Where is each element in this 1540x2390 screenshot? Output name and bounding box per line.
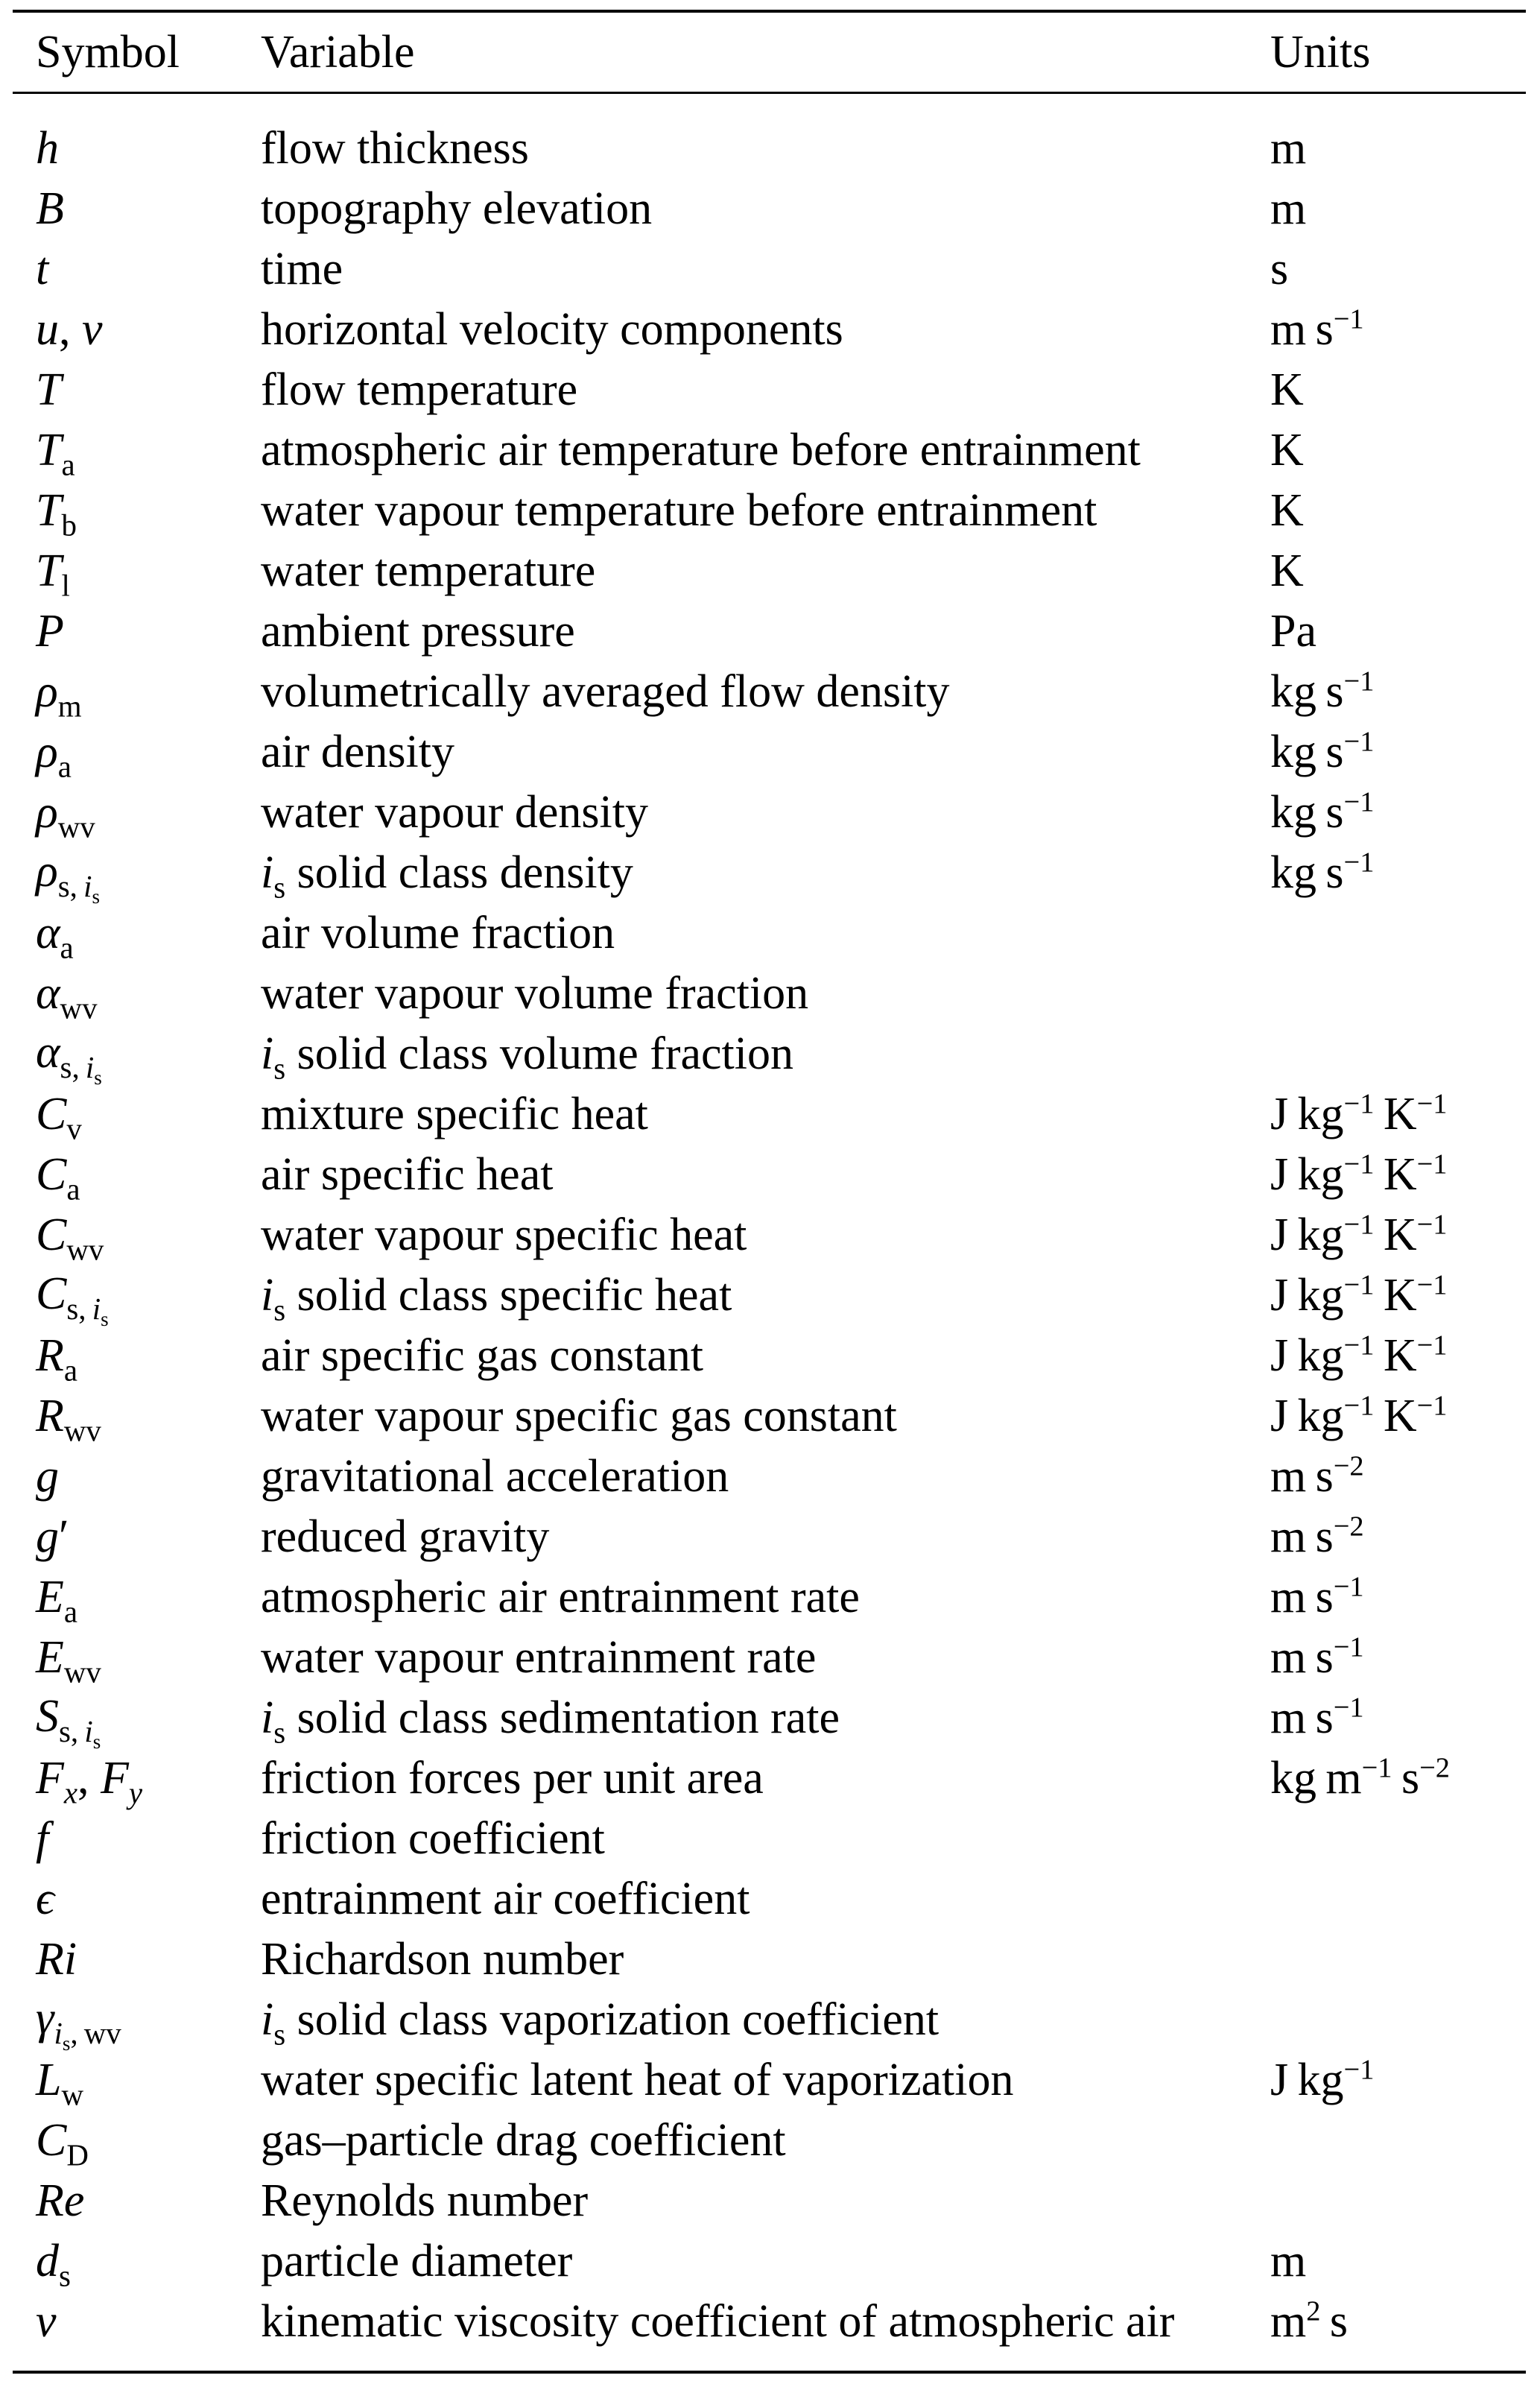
units-cell: [1270, 1989, 1526, 2049]
symbol-cell: Ri: [36, 1933, 77, 1985]
variable-cell: air specific gas constant: [261, 1330, 703, 1381]
units-cell: J $kg^{-1}$ $K^{-1}$: [1270, 1087, 1448, 1139]
table-row: [13, 1929, 1526, 1989]
table-row: [13, 721, 1526, 782]
table-row: [13, 1204, 1526, 1265]
variable-cell: water temperature: [261, 545, 596, 596]
table-row: [13, 1446, 1526, 1506]
units-cell: [1270, 2110, 1526, 2170]
table-row: [13, 2291, 1526, 2372]
symbol-cell: $R_{wv}$: [36, 1390, 101, 1447]
table-row: [13, 93, 1526, 179]
table-row: [13, 661, 1526, 721]
variable-cell: ambient pressure: [261, 605, 575, 657]
units-cell: m: [1270, 122, 1307, 174]
variable-cell: air density: [261, 726, 454, 777]
header-units: Units: [1270, 11, 1526, 93]
variable-cell: flow thickness: [261, 122, 529, 174]
variable-cell: gas–particle drag coefficient: [261, 2114, 786, 2166]
table-row: [13, 1265, 1526, 1325]
symbol-cell: P: [36, 605, 64, 657]
units-cell: m $s^{-2}$: [1270, 1510, 1364, 1562]
table-row: [13, 1748, 1526, 1808]
symbols-table: [13, 10, 1526, 2374]
variable-cell: Reynolds number: [261, 2175, 589, 2226]
units-cell: [1270, 1808, 1526, 1868]
symbol-cell: $F_x$, $F_y$: [36, 1752, 143, 1809]
units-cell: J $kg^{-1}$ $K^{-1}$: [1270, 1268, 1448, 1321]
table-row: [13, 1627, 1526, 1687]
units-cell: [1270, 1929, 1526, 1989]
symbol-cell: Re: [36, 2175, 85, 2226]
variable-cell: air volume fraction: [261, 907, 615, 958]
symbol-cell: g′: [36, 1511, 69, 1562]
variable-cell: $i_s$ solid class specific heat: [261, 1269, 732, 1327]
variable-cell: Richardson number: [261, 1933, 624, 1985]
symbol-cell: $S_{s, i_s}$: [36, 1691, 101, 1753]
table-header: [13, 11, 1526, 93]
symbol-cell: $\rho_{wv}$: [36, 786, 95, 844]
units-cell: kg $s^{-1}$: [1270, 846, 1375, 898]
variable-cell: time: [261, 243, 343, 294]
variable-cell: $i_s$ solid class sedimentation rate: [261, 1692, 840, 1749]
symbol-cell: $E_{wv}$: [36, 1631, 101, 1689]
table-body: [13, 93, 1526, 2373]
variable-cell: entrainment air coefficient: [261, 1873, 750, 1924]
units-cell: Pa: [1270, 605, 1316, 657]
symbol-cell: $C_D$: [36, 2114, 89, 2172]
variable-cell: mixture specific heat: [261, 1088, 648, 1139]
units-cell: [1270, 902, 1526, 963]
symbol-cell: ϵ: [36, 1873, 54, 1924]
units-cell: [1270, 963, 1526, 1023]
symbol-cell: $\alpha_a$: [36, 907, 74, 964]
variable-cell: water vapour specific gas constant: [261, 1390, 897, 1441]
symbol-cell: $T_a$: [36, 424, 75, 481]
variable-cell: $i_s$ solid class density: [261, 847, 633, 904]
variable-cell: $i_s$ solid class volume fraction: [261, 1028, 794, 1085]
variable-cell: gravitational acceleration: [261, 1450, 729, 1502]
units-cell: J $kg^{-1}$ $K^{-1}$: [1270, 1389, 1448, 1441]
symbol-cell: $C_{wv}$: [36, 1209, 104, 1266]
variable-cell: water vapour specific heat: [261, 1209, 747, 1260]
header-variable: Variable: [261, 11, 1270, 93]
variable-cell: horizontal velocity components: [261, 303, 843, 355]
variable-cell: topography elevation: [261, 183, 653, 234]
symbol-cell: $\rho_a$: [36, 726, 72, 783]
table-row: [13, 2170, 1526, 2231]
variable-cell: flow temperature: [261, 364, 578, 415]
table-row: [13, 842, 1526, 902]
table-row: [13, 1385, 1526, 1446]
units-cell: [1270, 2170, 1526, 2231]
table-row: [13, 601, 1526, 661]
variable-cell: atmospheric air entrainment rate: [261, 1571, 860, 1622]
symbol-cell: $C_a$: [36, 1148, 80, 1206]
symbol-cell: $R_a$: [36, 1330, 78, 1387]
symbol-cell: B: [36, 183, 64, 234]
variable-cell: water vapour volume fraction: [261, 967, 809, 1019]
symbol-cell: f: [36, 1812, 49, 1864]
units-cell: m: [1270, 183, 1307, 234]
variable-cell: air specific heat: [261, 1148, 554, 1200]
units-cell: m $s^{-1}$: [1270, 1691, 1364, 1743]
units-cell: K: [1270, 364, 1304, 415]
variable-cell: water vapour density: [261, 786, 648, 838]
variable-cell: $i_s$ solid class vaporization coefficient: [261, 1994, 939, 2051]
units-cell: K: [1270, 484, 1304, 536]
units-cell: kg $s^{-1}$: [1270, 785, 1375, 838]
table-row: [13, 540, 1526, 601]
table-row: [13, 420, 1526, 480]
symbol-cell: $d_s$: [36, 2235, 71, 2292]
table-row: [13, 1023, 1526, 1084]
units-cell: J $kg^{-1}$ $K^{-1}$: [1270, 1329, 1448, 1381]
symbol-cell: t: [36, 243, 49, 294]
symbol-cell: h: [36, 122, 59, 174]
table-row: [13, 1506, 1526, 1567]
header-symbol: Symbol: [13, 11, 261, 93]
units-cell: kg $m^{-1}$ $s^{-2}$: [1270, 1751, 1450, 1803]
units-cell: K: [1270, 545, 1304, 596]
symbol-cell: u, v: [36, 303, 103, 355]
variable-cell: friction forces per unit area: [261, 1752, 764, 1803]
symbol-cell: $C_v$: [36, 1088, 82, 1145]
table-row: [13, 480, 1526, 540]
symbol-cell: $\gamma_{i_s, wv}$: [36, 1993, 121, 2055]
units-cell: [1270, 1023, 1526, 1084]
units-cell: m $s^{-2}$: [1270, 1450, 1364, 1502]
table-row: [13, 2110, 1526, 2170]
table-row: [13, 2049, 1526, 2110]
table-row: [13, 2231, 1526, 2291]
table-row: [13, 782, 1526, 842]
table-row: [13, 902, 1526, 963]
symbol-cell: $\rho_m$: [36, 666, 82, 723]
symbol-cell: $\alpha_{wv}$: [36, 967, 98, 1025]
units-cell: K: [1270, 424, 1304, 475]
variable-cell: volumetrically averaged flow density: [261, 666, 950, 717]
symbol-cell: $\rho_{s, i_s}$: [36, 846, 100, 908]
table-row: [13, 1567, 1526, 1627]
symbol-cell: $T_l$: [36, 545, 70, 602]
units-cell: m $s^{-1}$: [1270, 1570, 1364, 1622]
variable-cell: water vapour temperature before entrainment: [261, 484, 1097, 536]
variable-cell: water specific latent heat of vaporization: [261, 2054, 1014, 2105]
symbol-cell: $E_a$: [36, 1571, 78, 1628]
units-cell: $m^2$ s: [1270, 2295, 1348, 2347]
table-row: [13, 299, 1526, 359]
table-row: [13, 1144, 1526, 1204]
units-cell: kg $s^{-1}$: [1270, 665, 1375, 717]
variable-cell: friction coefficient: [261, 1812, 605, 1864]
variable-cell: particle diameter: [261, 2235, 573, 2286]
variable-cell: kinematic viscosity coefficient of atmospheric air: [261, 2295, 1175, 2347]
table-row: [13, 359, 1526, 420]
symbol-cell: $L_w$: [36, 2054, 84, 2111]
table-row: [13, 1989, 1526, 2049]
units-cell: [1270, 1868, 1526, 1929]
table-row: [13, 1084, 1526, 1144]
units-cell: J $kg^{-1}$: [1270, 2053, 1375, 2105]
table-row: [13, 1325, 1526, 1385]
variable-cell: atmospheric air temperature before entrainment: [261, 424, 1141, 475]
units-cell: J $kg^{-1}$ $K^{-1}$: [1270, 1148, 1448, 1200]
units-cell: m: [1270, 2235, 1307, 2286]
symbol-cell: g: [36, 1450, 59, 1502]
symbol-cell: T: [36, 364, 62, 415]
table-row: [13, 1868, 1526, 1929]
table-row: [13, 238, 1526, 299]
symbol-cell: ν: [36, 2295, 57, 2347]
symbol-cell: $C_{s, i_s}$: [36, 1268, 109, 1330]
units-cell: m $s^{-1}$: [1270, 1631, 1364, 1683]
units-cell: m $s^{-1}$: [1270, 303, 1364, 355]
units-cell: J $kg^{-1}$ $K^{-1}$: [1270, 1208, 1448, 1260]
table-row: [13, 1687, 1526, 1748]
units-cell: kg $s^{-1}$: [1270, 725, 1375, 777]
variable-cell: reduced gravity: [261, 1511, 550, 1562]
variable-cell: water vapour entrainment rate: [261, 1631, 817, 1683]
table-row: [13, 178, 1526, 238]
table-row: [13, 963, 1526, 1023]
header-row: [13, 11, 1526, 93]
symbol-cell: $\alpha_{s, i_s}$: [36, 1027, 102, 1089]
units-cell: s: [1270, 243, 1289, 294]
symbol-cell: $T_b$: [36, 484, 77, 542]
table-row: [13, 1808, 1526, 1868]
